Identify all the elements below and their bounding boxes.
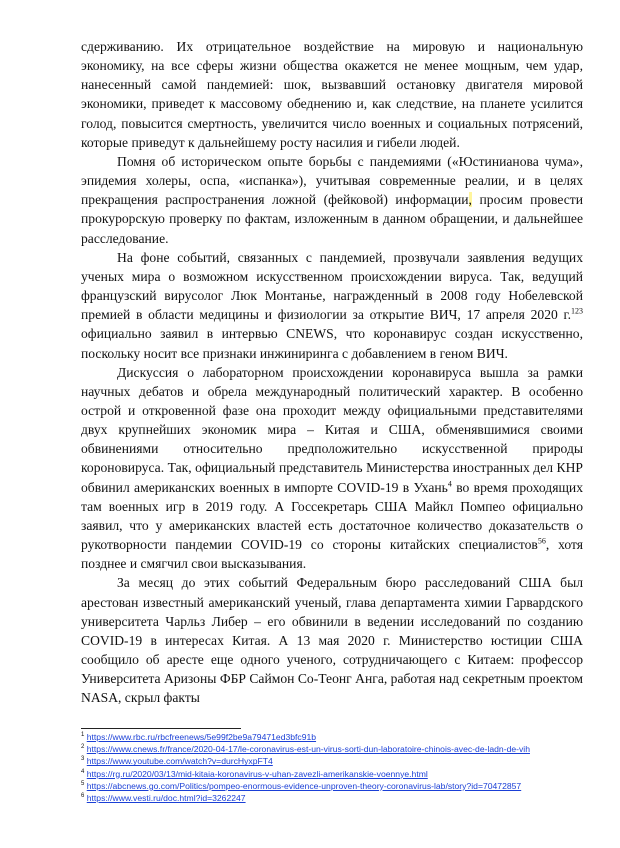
footnote-number: 1 [81, 732, 85, 739]
paragraph [81, 152, 583, 248]
footnote-link[interactable]: https://www.cnews.fr/france/2020-04-17/le-coronavirus-est-un-virus-sorti-dun-laboratoire-chinois-avec-de-ladn-de-vih [86, 744, 530, 755]
paragraph [81, 573, 583, 707]
footnote [81, 769, 583, 780]
footnote-link[interactable]: https://abcnews.go.com/Politics/pompeo-enormous-evidence-unproven-theory-coronavirus-lab/story?id=70472857 [86, 780, 522, 791]
footnote-number: 5 [81, 780, 85, 787]
footnote-reference: 123 [571, 306, 583, 316]
paragraph [81, 37, 583, 152]
text-segment: Помня об историческом опыте борьбы с пандемиями («Юстинианова чума», эпидемия холеры, оспа, «испанка»), учитывая современные реалии, и в целях прекращения распространения ложной (фейковой) информации [81, 153, 583, 208]
footnote [81, 756, 583, 767]
footnote [81, 793, 583, 804]
footnote [81, 744, 583, 755]
footnote-link[interactable]: https://www.rbc.ru/rbcfreenews/5e99f2be9a79471ed3bfc91b [86, 732, 317, 742]
footnotes-section [81, 732, 583, 805]
footnote-separator [81, 728, 241, 729]
text-segment: просим провести прокурорскую проверку по фактам, изложенным в данном обращении, и дальнейшее расследование. [81, 192, 583, 246]
footnote-link[interactable]: https://www.youtube.com/watch?v=durcHyxpFT4 [86, 756, 273, 767]
text-segment: сдерживанию. Их отрицательное воздействие на мировую и национальную экономику, на все сферы жизни общества окажется не менее мощным, чем удар, нанесенный самой пандемией: шок, вызвавший остановку двигателя мировой экономики, приведет к массовому обеднению и, как следствие, на планете усилится голод, повысится смертность, увеличится число военных и социальных потрясений, которые приведут к дальнейшему росту насилия и гибели людей. [81, 39, 583, 150]
text-segment: За месяц до этих событий Федеральным бюро расследований США был арестован известный американский ученый, глава департамента химии Гарвардского университета Чарльз Либер – его обвинили в ведении исследований по созданию COVID-19 в интересах Китая. А 13 мая 2020 г. Министерство юстиции США сообщило об аресте еще одного ученого, сотрудничающего с Китаем: профессор Университета Аризоны ФБР Саймон Со-Теонг Анга, работая над секретным проектом NASA, скрыл факты [81, 575, 583, 706]
footnote-number: 6 [81, 793, 85, 800]
text-segment: Дискуссия о лабораторном происхождении коронавируса вышла за рамки научных дебатов и обрела международный политический характер. В особенно острой и откровенной фазе она проходит между официальными представителями двух крупнейших экономик мира – Китая и США, обменявшимися своими обвинениями относительно предположительно искусственной природы короновируса. Так, официальный представитель Министерства иностранных дел КНР обвинил американских военных в импорте COVID-19 в Ухань [81, 364, 583, 495]
paragraph [81, 248, 583, 363]
paragraph [81, 363, 583, 574]
footnote-reference: 4 [447, 479, 452, 489]
footnote-reference: 56 [537, 536, 546, 546]
text-segment: во время проходящих там военных игр в 2019 году. А Госсекретарь США Майкл Помпео официально заявил, что у американских властей есть достаточное количество доказательств о рукотворности пандемии COVID-19 со стороны китайских специалистов [81, 479, 584, 553]
highlighted-text: , [468, 192, 472, 208]
text-segment: На фоне событий, связанных с пандемией, прозвучали заявления ведущих ученых мира о возможном искусственном происхождении вируса. Так, ведущий французский вирусолог Люк Монтанье, награжденный в 2008 году Нобелевской премией в области медицины и физиологии за открытие ВИЧ, 17 апреля 2020 г. [81, 249, 583, 323]
text-segment: официально заявил в интервью CNEWS, что коронавирус создан искусственно, поскольку носит все признаки инжиниринга с добавлением в геном ВИЧ. [81, 326, 583, 361]
text-segment: , хотя позднее и смягчил свои высказывания. [81, 537, 583, 572]
document-body [81, 37, 583, 707]
footnote-number: 2 [81, 744, 85, 751]
footnote-link[interactable]: https://rg.ru/2020/03/13/mid-kitaia-koronavirus-v-uhan-zavezli-amerikanskie-voennye.html [86, 768, 428, 779]
footnote-number: 4 [81, 768, 85, 775]
footnote-link[interactable]: https://www.vesti.ru/doc.html?id=3262247 [86, 792, 246, 803]
footnote-number: 3 [81, 756, 85, 763]
footnote [81, 781, 583, 792]
footnote [81, 732, 583, 743]
